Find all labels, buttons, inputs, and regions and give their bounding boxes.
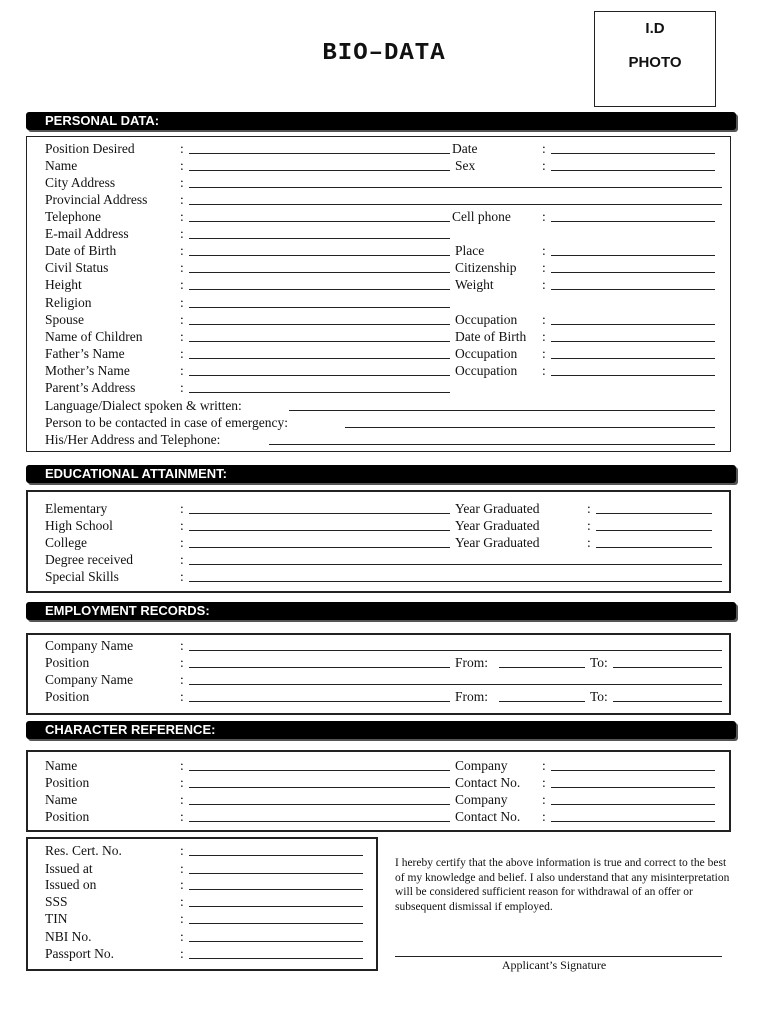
section-header-employment: EMPLOYMENT RECORDS: [26, 602, 736, 620]
label-tin: TIN [45, 911, 68, 926]
section-header-personal: PERSONAL DATA: [26, 112, 736, 130]
label-from: From: [455, 689, 489, 704]
label-college: College [45, 535, 87, 550]
field-passport-no[interactable] [189, 958, 363, 959]
label-civil-status: Civil Status [45, 260, 109, 275]
field-high-school-year[interactable] [596, 530, 712, 531]
field-place[interactable] [551, 255, 715, 256]
colon: : [180, 655, 184, 670]
label-high-school: High School [45, 518, 113, 533]
label-sex: Sex [455, 158, 476, 173]
field-mothers-name[interactable] [189, 375, 450, 376]
label-special-skills: Special Skills [45, 569, 119, 584]
field-mother-occupation[interactable] [551, 375, 715, 376]
colon: : [542, 809, 546, 824]
label-date: Date [452, 141, 478, 156]
colon: : [180, 141, 184, 156]
label-height: Height [45, 277, 82, 292]
colon: : [180, 569, 184, 584]
field-civil-status[interactable] [189, 272, 450, 273]
field-height[interactable] [189, 289, 450, 290]
colon: : [180, 861, 184, 876]
label-language: Language/Dialect spoken & written: [45, 398, 242, 413]
colon: : [542, 329, 546, 344]
field-reference-position-1[interactable] [189, 787, 450, 788]
label-nbi-no: NBI No. [45, 929, 92, 944]
reference-box [26, 750, 731, 832]
colon: : [180, 380, 184, 395]
colon: : [542, 260, 546, 275]
signature-line[interactable] [395, 956, 722, 957]
colon: : [180, 312, 184, 327]
label-mother-occupation: Occupation [455, 363, 518, 378]
photo-label-id: I.D [645, 20, 665, 37]
label-year-graduated: Year Graduated [455, 518, 540, 533]
colon: : [180, 363, 184, 378]
label-children-date-of-birth: Date of Birth [455, 329, 527, 344]
label-reference-position: Position [45, 809, 90, 824]
colon: : [542, 209, 546, 224]
label-name: Name [45, 158, 78, 173]
field-res-cert-no[interactable] [189, 855, 363, 856]
colon: : [180, 158, 184, 173]
field-issued-on[interactable] [189, 889, 363, 890]
field-elementary[interactable] [189, 513, 450, 514]
photo-label-photo: PHOTO [628, 54, 682, 71]
colon: : [542, 758, 546, 773]
colon: : [542, 243, 546, 258]
colon: : [542, 346, 546, 361]
colon: : [180, 226, 184, 241]
label-to: To: [590, 689, 608, 704]
certification-text: I hereby certify that the above information is true and correct to the best of my knowledge and belief. I also understand that any misinterpretation will be considered sufficient reason for withdrawal of an offer or subsequent dismissal if employed. [395, 857, 730, 913]
colon: : [180, 929, 184, 944]
label-res-cert-no: Res. Cert. No. [45, 843, 122, 858]
colon: : [180, 329, 184, 344]
colon: : [180, 346, 184, 361]
label-issued-at: Issued at [45, 861, 93, 876]
colon: : [180, 638, 184, 653]
label-reference-contact: Contact No. [455, 809, 521, 824]
field-name[interactable] [189, 170, 450, 171]
label-father-occupation: Occupation [455, 346, 518, 361]
field-cell-phone[interactable] [551, 221, 715, 222]
field-provincial-address[interactable] [189, 204, 722, 205]
field-reference-name-1[interactable] [189, 770, 450, 771]
colon: : [542, 775, 546, 790]
field-date-of-birth[interactable] [189, 255, 450, 256]
label-name-of-children: Name of Children [45, 329, 143, 344]
colon: : [180, 243, 184, 258]
label-place: Place [455, 243, 485, 258]
field-reference-contact-1[interactable] [551, 787, 715, 788]
label-citizenship: Citizenship [455, 260, 517, 275]
section-header-reference: CHARACTER REFERENCE: [26, 721, 736, 739]
field-position-1[interactable] [189, 667, 450, 668]
field-reference-company-2[interactable] [551, 804, 715, 805]
label-issued-on: Issued on [45, 877, 97, 892]
field-reference-contact-2[interactable] [551, 821, 715, 822]
field-tin[interactable] [189, 923, 363, 924]
colon: : [542, 277, 546, 292]
label-to: To: [590, 655, 608, 670]
colon: : [180, 946, 184, 961]
label-city-address: City Address [45, 175, 116, 190]
colon: : [180, 689, 184, 704]
field-college-year[interactable] [596, 547, 712, 548]
field-fathers-name[interactable] [189, 358, 450, 359]
field-spouse[interactable] [189, 324, 450, 325]
label-position: Position [45, 689, 90, 704]
field-company-name-1[interactable] [189, 650, 722, 651]
label-emergency-contact: Person to be contacted in case of emergency: [45, 415, 289, 430]
field-degree-received[interactable] [189, 564, 722, 565]
field-to-1[interactable] [613, 667, 722, 668]
field-emergency-address-telephone[interactable] [269, 444, 715, 445]
field-children-date-of-birth[interactable] [551, 341, 715, 342]
field-reference-company-1[interactable] [551, 770, 715, 771]
colon: : [180, 758, 184, 773]
field-spouse-occupation[interactable] [551, 324, 715, 325]
colon: : [180, 295, 184, 310]
label-passport-no: Passport No. [45, 946, 115, 961]
label-reference-name: Name [45, 792, 78, 807]
label-spouse-occupation: Occupation [455, 312, 518, 327]
label-from: From: [455, 655, 489, 670]
field-telephone[interactable] [189, 221, 450, 222]
colon: : [180, 894, 184, 909]
label-position: Position [45, 655, 90, 670]
colon: : [180, 535, 184, 550]
field-college[interactable] [189, 547, 450, 548]
colon: : [587, 501, 591, 516]
field-elementary-year[interactable] [596, 513, 712, 514]
label-fathers-name: Father’s Name [45, 346, 125, 361]
field-from-1[interactable] [499, 667, 585, 668]
label-elementary: Elementary [45, 501, 108, 516]
colon: : [180, 277, 184, 292]
label-reference-name: Name [45, 758, 78, 773]
id-photo-box [594, 11, 716, 107]
colon: : [180, 209, 184, 224]
label-parents-address: Parent’s Address [45, 380, 136, 395]
label-weight: Weight [455, 277, 494, 292]
field-parents-address[interactable] [189, 392, 450, 393]
colon: : [180, 809, 184, 824]
field-sss[interactable] [189, 906, 363, 907]
field-issued-at[interactable] [189, 873, 363, 874]
label-year-graduated: Year Graduated [455, 535, 540, 550]
section-header-education: EDUCATIONAL ATTAINMENT: [26, 465, 736, 483]
field-reference-position-2[interactable] [189, 821, 450, 822]
education-box [26, 490, 731, 593]
field-religion[interactable] [189, 307, 450, 308]
colon: : [542, 363, 546, 378]
label-cell-phone: Cell phone [452, 209, 511, 224]
label-religion: Religion [45, 295, 92, 310]
label-year-graduated: Year Graduated [455, 501, 540, 516]
field-from-2[interactable] [499, 701, 585, 702]
field-position-2[interactable] [189, 701, 450, 702]
colon: : [542, 792, 546, 807]
field-company-name-2[interactable] [189, 684, 722, 685]
label-provincial-address: Provincial Address [45, 192, 148, 207]
label-position-desired: Position Desired [45, 141, 135, 156]
colon: : [180, 175, 184, 190]
label-degree-received: Degree received [45, 552, 134, 567]
field-nbi-no[interactable] [189, 941, 363, 942]
field-weight[interactable] [551, 289, 715, 290]
signature-label: Applicant’s Signature [501, 958, 607, 972]
field-reference-name-2[interactable] [189, 804, 450, 805]
field-email[interactable] [189, 238, 450, 239]
colon: : [180, 792, 184, 807]
field-special-skills[interactable] [189, 581, 722, 582]
colon: : [542, 312, 546, 327]
field-father-occupation[interactable] [551, 358, 715, 359]
label-sss: SSS [45, 894, 68, 909]
colon: : [180, 775, 184, 790]
field-city-address[interactable] [189, 187, 722, 188]
field-sex[interactable] [551, 170, 715, 171]
colon: : [542, 141, 546, 156]
label-emergency-address-telephone: His/Her Address and Telephone: [45, 432, 221, 447]
label-reference-position: Position [45, 775, 90, 790]
colon: : [180, 843, 184, 858]
label-company-name: Company Name [45, 638, 134, 653]
colon: : [180, 260, 184, 275]
colon: : [180, 672, 184, 687]
colon: : [542, 158, 546, 173]
label-spouse: Spouse [45, 312, 85, 327]
colon: : [587, 518, 591, 533]
label-reference-contact: Contact No. [455, 775, 521, 790]
label-mothers-name: Mother’s Name [45, 363, 130, 378]
field-position-desired[interactable] [189, 153, 450, 154]
label-company-name: Company Name [45, 672, 134, 687]
label-email: E-mail Address [45, 226, 129, 241]
label-date-of-birth: Date of Birth [45, 243, 117, 258]
field-language[interactable] [289, 410, 715, 411]
field-high-school[interactable] [189, 530, 450, 531]
page-title: BIO–DATA [322, 40, 446, 67]
field-emergency-contact[interactable] [345, 427, 715, 428]
field-citizenship[interactable] [551, 272, 715, 273]
field-to-2[interactable] [613, 701, 722, 702]
label-telephone: Telephone [45, 209, 102, 224]
field-name-of-children[interactable] [189, 341, 450, 342]
label-reference-company: Company [455, 792, 508, 807]
colon: : [180, 877, 184, 892]
colon: : [180, 552, 184, 567]
label-reference-company: Company [455, 758, 508, 773]
colon: : [180, 501, 184, 516]
colon: : [587, 535, 591, 550]
colon: : [180, 911, 184, 926]
colon: : [180, 192, 184, 207]
field-date[interactable] [551, 153, 715, 154]
colon: : [180, 518, 184, 533]
